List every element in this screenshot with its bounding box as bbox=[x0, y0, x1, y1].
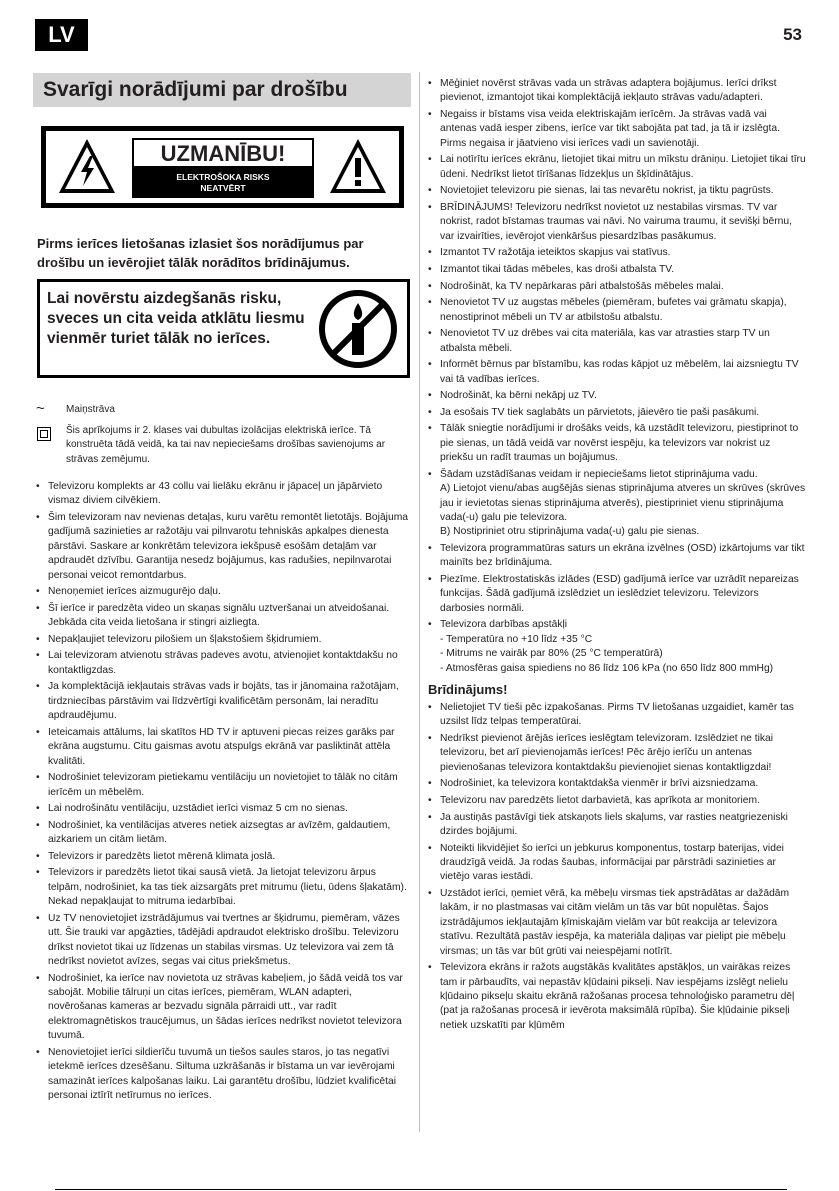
list-item bbox=[34, 1046, 410, 1104]
list-item bbox=[426, 701, 806, 730]
list-item-text: Nodrošiniet, ka ventilācijas atveres netiek aizsegtas ar avīzēm, galdautiem, aizkariem un citām lietām. bbox=[48, 819, 391, 846]
list-item-text: Televizors ir paredzēts lietot mērenā klimata joslā. bbox=[48, 850, 276, 862]
sub-text: A) Lietojot vienu/abas augšējās sienas stiprinājuma atveres un skrūves (skrūves jau ir ievietotas sienas stiprinājuma atverēs), piestipriniet vienu stiprinājuma vada(-u) galu pie televizora. bbox=[440, 483, 806, 523]
list-item-text: Uz TV nenovietojiet izstrādājumus vai tvertnes ar šķidrumu, piemēram, vāzes utt. Šie trauki var apgāzties, tādējādi apdraudot elektrisko drošību. Televizoru drīkst novietot tikai uz līdzenas un stabilas virsmas. Uz televizora vai zem tā nedrīkst novietot avīzes, segas vai citus priekšmetus. bbox=[48, 912, 400, 968]
sub-text: - Atmosfēras gaisa spiediens no 86 līdz 106 kPa (no 650 līdz 800 mmHg) bbox=[440, 662, 774, 674]
list-item-text: Nedrīkst pievienot ārējās ierīces ieslēgtam televizoram. Izslēdziet ne tikai televizoru, bet arī pievienojamās ierīces! Pēc ārējo ierīču un antenas pievienošanas televizora kontaktdakšu pievienojiet sienas kontaktligzdai! bbox=[440, 733, 774, 773]
right-column bbox=[426, 77, 806, 1035]
list-item bbox=[34, 972, 410, 1044]
list-item bbox=[426, 811, 806, 840]
ac-symbol-icon: ~ bbox=[36, 400, 45, 417]
list-item-text: Ieteicamais attālums, lai skatītos HD TV ir aptuveni piecas reizes garāks par ekrāna augstumu. Citu gaismas avotu atspulgs ekrānā var pasliktināt attēla kvalitāti. bbox=[48, 726, 395, 767]
list-item-text: Negaiss ir bīstams visa veida elektriskajām ierīcēm. Ja strāvas vadā vai antenas vadā iesper zibens, ierīce var tikt sabojāta pat tad, ja tā ir izslēgta. Pirms negaisa ir jāatvieno visi ierīces vadi un savienotāji. bbox=[440, 109, 780, 149]
list-item-text: Televizoru nav paredzēts lietot darbavietā, kas aprīkota ar monitoriem. bbox=[440, 795, 760, 807]
sub-text: - Mitrums ne vairāk par 80% (25 °C temperatūrā) bbox=[440, 648, 663, 660]
list-item bbox=[426, 389, 806, 403]
list-item bbox=[426, 422, 806, 465]
list-item-text: Lai nodrošinātu ventilāciju, uzstādiet ierīci vismaz 5 cm no sienas. bbox=[48, 803, 348, 815]
list-item-text: Izmantot TV ražotāja ieteiktos skapjus vai statīvus. bbox=[440, 247, 671, 259]
ac-label: Maiņstrāva bbox=[66, 404, 115, 415]
list-item-text: Nenovietot TV uz drēbes vai cita materiāla, kas var atrasties starp TV un atbalsta mēbeli. bbox=[440, 328, 770, 354]
list-item bbox=[426, 77, 806, 106]
page-number: 53 bbox=[783, 25, 802, 44]
list-item bbox=[34, 680, 410, 723]
list-item bbox=[34, 649, 410, 678]
exclamation-warning-icon bbox=[327, 136, 389, 198]
sub-text: - Temperatūra no +10 līdz +35 °C bbox=[440, 633, 593, 645]
list-item-text: Nenovietot TV uz augstas mēbeles (piemēram, bufetes vai grāmatu skapja), nenostiprinot mēbeli un TV ar atbilstošu atbalstu. bbox=[440, 297, 787, 323]
list-item bbox=[34, 912, 410, 970]
list-item bbox=[34, 585, 410, 599]
shock-warning-box bbox=[41, 126, 404, 208]
list-item-text: Tālāk sniegtie norādījumi ir drošāks veids, kā uzstādīt televizoru, piestiprinot to pie sienas, un tādā veidā var novērst iespēju, ka televizors var nokrist uz priekšu un radīt traumas un bojājumus. bbox=[440, 423, 799, 464]
list-item bbox=[426, 573, 806, 616]
list-item bbox=[34, 850, 410, 864]
fire-warning-text: Lai novērstu aizdegšanās risku, sveces un cita veida atklātu liesmu vienmēr turiet tālāk no ierīces. bbox=[47, 290, 305, 347]
list-item bbox=[426, 406, 806, 420]
list-item bbox=[426, 201, 806, 244]
list-item-text: Nodrošināt, ka bērni nekāpj uz TV. bbox=[440, 390, 597, 402]
warning-line-2: NEATVĒRT bbox=[200, 183, 246, 193]
list-item-text: Nelietojiet TV tieši pēc izpakošanas. Pirms TV lietošanas uzgaidiet, kamēr tas uzsilst līdz telpas temperatūrai. bbox=[440, 702, 794, 728]
list-item bbox=[34, 633, 410, 647]
left-column bbox=[34, 480, 410, 1106]
list-item-text: Lai notīrītu ierīces ekrānu, lietojiet tikai mitru un mīkstu drāniņu. Lietojiet tikai tīru ūdeni. Nedrīkst lietot tīrīšanas līdzekļus un šķīdinātājus. bbox=[440, 154, 806, 180]
list-item-text: Ja komplektācijā iekļautais strāvas vads ir bojāts, tas ir jānomaina ražotājam, tirdzniecības pārstāvim vai līdzvērtīgi kvalificētām personām, lai neradītu apdraudējumu. bbox=[48, 681, 399, 722]
footer-rule bbox=[55, 1189, 787, 1190]
list-item-text: Lai televizoram atvienotu strāvas padeves avotu, atvienojiet kontaktdakšu no kontaktligzdas. bbox=[48, 650, 398, 676]
list-item-text: Televizora darbības apstākļi bbox=[440, 619, 568, 631]
list-item bbox=[426, 358, 806, 387]
list-item bbox=[34, 866, 410, 909]
list-item-text: Nodrošiniet, ka televizora kontaktdakša vienmēr ir brīvi aizsniedzama. bbox=[440, 778, 759, 790]
list-item bbox=[426, 887, 806, 959]
list-item-text: Ja austiņās pastāvīgi tiek atskaņots liels skaļums, var rasties neatgriezeniski dzirdes bojājumi. bbox=[440, 811, 788, 838]
list-item bbox=[426, 246, 806, 260]
no-candle-icon bbox=[318, 289, 398, 369]
list-item bbox=[426, 468, 806, 540]
list-item-text: Novietojiet televizoru pie sienas, lai tas nevarētu nokrist, ja tiktu pagrūsts. bbox=[440, 185, 774, 197]
fire-warning-box bbox=[37, 279, 410, 378]
sub-text: B) Nostipriniet otru stiprinājuma vada(-u) galu pie sienas. bbox=[440, 526, 700, 538]
left-bullet-list bbox=[34, 480, 410, 1103]
list-item-text: Nodrošiniet, ka ierīce nav novietota uz strāvas kabeļiem, jo šādā veidā tos var sabojāt. Mobilie tālruņi un citas ierīces, piemēram, WLAN adapteri, novērošanas kameras ar bezvadu signāla pārraidi utt., var radīt elektromagnētiskos traucējumus, un šādas ierīces nedrīkst novietot televizora tuvumā. bbox=[48, 972, 403, 1042]
list-item-text: Televizora ekrāns ir ražots augstākās kvalitātes apstākļos, un vairākas reizes tam ir pārbaudīts, vai nepastāv kļūdaini pikseļi. Nav iespējams izslēgt nelielu kļūdaino pikseļu skaitu ekrānā ražošanas procesa tehnoloģisko parametru dēļ (pat ja ražošanas procesā ir ievērota maksimālā rūpība). Šie kļūdainie pikseļi netiek uzskatīti par kļūmēm bbox=[440, 962, 795, 1031]
column-divider bbox=[419, 72, 420, 1132]
warning-subtitle bbox=[132, 168, 314, 198]
list-item bbox=[426, 794, 806, 808]
list-item bbox=[34, 726, 410, 769]
list-item-text: Televizors ir paredzēts lietot tikai sausā vietā. Ja lietojat televizoru ārpus telpām, nodrošiniet, ka tas tiek aizsargāts pret mitrumu (lietu, ūdens šļakatām). Nekad nepakļaujat to mitruma iedarbībai. bbox=[48, 867, 407, 908]
list-item-text: Ja esošais TV tiek saglabāts un pārvietots, jāievēro tie paši pasākumi. bbox=[440, 406, 760, 418]
list-item bbox=[426, 184, 806, 198]
list-item-text: Šī ierīce ir paredzēta video un skaņas signālu uztveršanai un atveidošanai. Jebkāda cita veida lietošana ir stingri aizliegta. bbox=[48, 602, 390, 629]
list-item bbox=[426, 280, 806, 294]
list-item bbox=[426, 777, 806, 791]
warning-line-1: ELEKTROŠOKA RISKS bbox=[176, 172, 270, 182]
intro-text: Pirms ierīces lietošanas izlasiet šos norādījumus par drošību un ievērojiet tālāk norādītos brīdinājumus. bbox=[37, 236, 364, 270]
lightning-warning-icon bbox=[56, 136, 118, 198]
list-item bbox=[426, 108, 806, 151]
class2-text: Šis aprīkojums ir 2. klases vai dubultas izolācijas elektriskā ierīce. Tā konstruēta tādā veidā, ka tai nav nepieciešams drošības savienojums ar strāvas zemējumu. bbox=[66, 425, 386, 465]
list-item bbox=[34, 480, 410, 509]
list-item-text: Nenovietojiet ierīci sildierīču tuvumā un tiešos saules staros, jo tas negatīvi ietekmē ierīces dzesēšanu. Siltuma uzkrāšanās ir bīstama un var ievērojami samazināt ierīces kalpošanas laiku. Lai garantētu drošību, lūdziet kvalificētai personai iztīrīt netīrumus no ierīces. bbox=[48, 1046, 396, 1102]
list-item-text: Televizoru komplekts ar 43 collu vai lielāku ekrānu ir jāpaceļ un jāpārvieto vismaz diviem cilvēkiem. bbox=[48, 481, 383, 507]
list-item-text: Nodrošināt, ka TV nepārkaras pāri atbalstošās mēbeles malai. bbox=[440, 280, 724, 292]
list-item bbox=[426, 327, 806, 356]
warnings-bullet-list bbox=[426, 701, 806, 1033]
list-item-text: Izmantot tikai tādas mēbeles, kas droši atbalsta TV. bbox=[440, 264, 675, 275]
list-item-text: Piezīme. Elektrostatiskās izlādes (ESD) gadījumā ierīce var uzrādīt nepareizas funkcijas. Šādā gadījumā izslēdziet un ieslēdziet televizoru. Televizors darbosies normāli. bbox=[440, 574, 799, 614]
list-item bbox=[426, 842, 806, 885]
list-item bbox=[426, 263, 806, 277]
list-item bbox=[426, 618, 806, 676]
list-item bbox=[34, 819, 410, 848]
list-item bbox=[426, 153, 806, 182]
list-item-text: BRĪDINĀJUMS! Televizoru nedrīkst novietot uz nestabilas virsmas. TV var nokrist, radot bīstamas traumas vai nāvi. No vairuma traumu, it sevišķi bērnu, var izvairīties, ievērojot vienkāršus piesardzības pasākumus. bbox=[440, 202, 792, 242]
language-badge: LV bbox=[35, 19, 88, 51]
list-item-text: Nepakļaujiet televizoru pilošiem un šļakstošiem šķidrumiem. bbox=[48, 633, 322, 645]
list-item bbox=[34, 602, 410, 631]
warning-title: UZMANĪBU! bbox=[132, 138, 314, 168]
warnings-heading: Brīdinājums! bbox=[428, 682, 508, 698]
list-item-text: Šādam uzstādīšanas veidam ir nepieciešams lietot stiprinājuma vadu. bbox=[440, 468, 758, 480]
list-item bbox=[34, 802, 410, 816]
list-item-text: Nenoņemiet ierīces aizmugurējo daļu. bbox=[48, 586, 221, 598]
list-item-text: Nodrošiniet televizoram pietiekamu ventilāciju un novietojiet to tālāk no citām ierīcēm un mēbelēm. bbox=[48, 772, 398, 798]
section-title: Svarīgi norādījumi par drošību bbox=[33, 73, 411, 107]
class2-double-square-icon bbox=[37, 427, 51, 441]
list-item-text: Mēģiniet novērst strāvas vada un strāvas adaptera bojājumus. Ierīci drīkst pievienot, izmantojot tikai komplektācijā iekļauto strāvas vadu/adapteri. bbox=[440, 78, 777, 104]
list-item-text: Informēt bērnus par bīstamību, kas rodas kāpjot uz mēbelēm, lai aizsniegtu TV vai tā vadības ierīces. bbox=[440, 359, 799, 385]
list-item bbox=[426, 732, 806, 775]
list-item-text: Šim televizoram nav nevienas detaļas, kuru varētu remontēt lietotājs. Bojājuma gadījumā sazinieties ar ražotāju vai pilnvarotu tehniskās apkalpes dienesta pārstāvi. Saskare ar konkrētām televizora iekšpusē esošām detaļām var apdraudēt dzīvību. Garantija nesedz bojājumus, kas radušies, nepilnvarotai personai veicot remontdarbus. bbox=[48, 512, 408, 581]
list-item-text: Televizora programmatūras saturs un ekrāna izvēlnes (OSD) izkārtojums var tikt mainīts bez brīdinājuma. bbox=[440, 543, 805, 569]
list-item bbox=[34, 771, 410, 800]
list-item bbox=[426, 961, 806, 1033]
list-item bbox=[426, 296, 806, 325]
right-bullet-list bbox=[426, 77, 806, 676]
list-item bbox=[34, 511, 410, 583]
list-item-text: Uzstādot ierīci, ņemiet vērā, ka mēbeļu virsmas tiek apstrādātas ar dažādām lakām, ir no plastmasas vai citām vielām un tās var būt nopulētas. Šajos izstrādājumos iekļautajām ķīmiskajām vielām var būt reakcija ar televizora statīvu. Rezultātā pastāv iespēja, ka materiāla daļiņas var pielipt pie mēbeļu virsmas; un tās var būt grūti vai neiespējami notīrīt. bbox=[440, 888, 790, 957]
list-item-text: Noteikti likvidējiet šo ierīci un jebkurus komponentus, tostarp baterijas, videi draudzīgā veidā. Ja rodas šaubas, informācijai par pārstrādi sazinieties ar vietējo varas iestādi. bbox=[440, 842, 784, 883]
list-item bbox=[426, 542, 806, 571]
warning-label bbox=[132, 138, 314, 198]
